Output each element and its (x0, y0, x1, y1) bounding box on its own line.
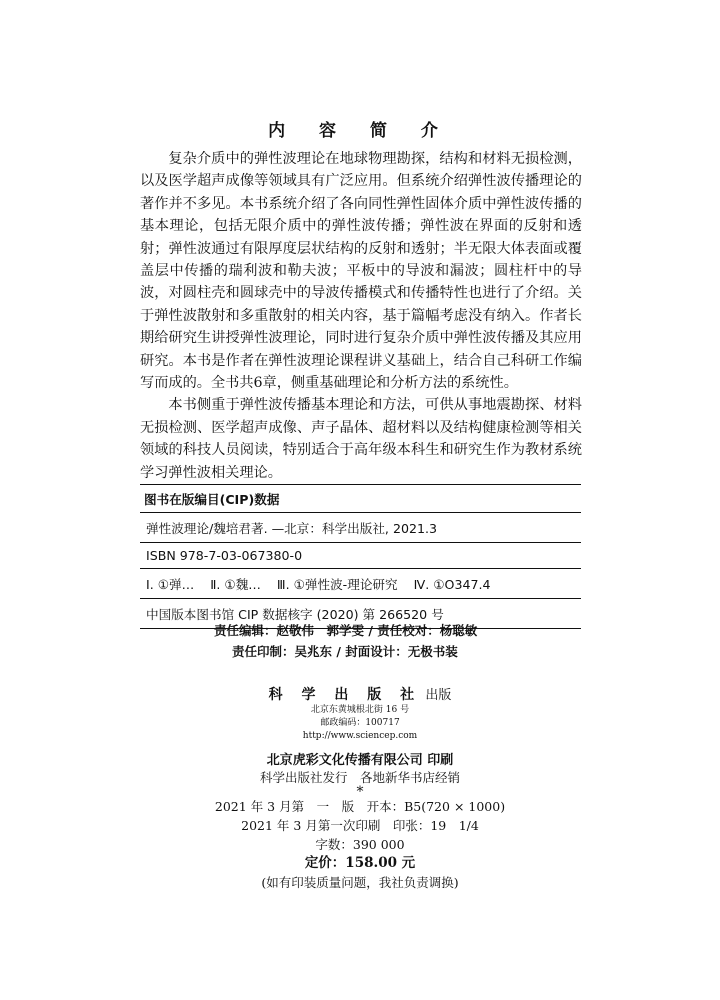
word-count: 字数：390 000 (315, 837, 405, 852)
cip-data-box (140, 484, 581, 629)
editorial-staff (0, 620, 720, 662)
cip-record: 弹性波理论/魏培君著. —北京：科学出版社, 2021.3 (140, 513, 581, 543)
printer-name: 北京虎彩文化传播有限公司 (266, 753, 423, 768)
cip-heading: 图书在版编目(CIP)数据 (140, 485, 581, 513)
edition-info: 2021 年 3 月第 一 版 开本：B5(720 × 1000) (214, 799, 506, 814)
book-summary (140, 148, 582, 484)
cip-csn: 中国版本图书馆 CIP 数据核字 (2020) 第 266520 号 (146, 607, 444, 622)
printer-suffix: 印刷 (427, 753, 454, 768)
page-title: 内 容 简 介 (268, 121, 452, 141)
colophon (0, 684, 720, 892)
publisher-line (0, 684, 720, 704)
summary-paragraph-2: 本书侧重于弹性波传播基本理论和方法，可供从事地震勘探、材料无损检测、医学超声成像、声子晶体、超材料以及结构健康检测等相关领域的科技人员阅读，特别适合于高年级本科生和研究生作为教材系统学习弹性波相关理论。 (140, 397, 582, 481)
cip-isbn: ISBN 978-7-03-067380-0 (140, 543, 581, 569)
summary-paragraph-1: 复杂介质中的弹性波理论在地球物理勘探，结构和材料无损检测，以及医学超声成像等领域具有广泛应用。但系统介绍弹性波传播理论的著作并不多见。本书系统介绍了各向同性弹性固体介质中弹性波传播的基本理论，包括无限介质中的弹性波传播；弹性波在界面的反射和透射；弹性波通过有限厚度层状结构的反射和透射；半无限大体表面或覆盖层中传播的瑞利波和勒夫波；平板中的导波和漏波；圆柱杆中的导波，对圆柱壳和圆球壳中的导波传播模式和传播特性也进行了介绍。关于弹性波散射和多重散射的相关内容，基于篇幅考虑没有纳入。作者长期给研究生讲授弹性波理论，同时进行复杂介质中弹性波传播及其应用研究。本书是作者在弹性波理论课程讲义基础上，结合自己科研工作编写而成的。全书共6章，侧重基础理论和分析方法的系统性。 (140, 151, 582, 392)
publisher-address: 北京东黄城根北街 16 号 (310, 705, 410, 715)
cip-classification (140, 569, 581, 599)
cip-class-3: Ⅲ. ①弹性波-理论研究 (276, 577, 398, 592)
publisher-website: http://www.sciencep.com (302, 731, 418, 741)
quality-notice: (如有印装质量问题，我社负责调换) (261, 875, 459, 890)
cip-class-2: Ⅱ. ①魏… (210, 577, 261, 592)
staff-line-2: 责任印制：吴兆东 / 封面设计：无极书装 (232, 644, 458, 659)
cip-class-4: Ⅳ. ①O347.4 (413, 577, 491, 592)
publisher-suffix: 出版 (425, 688, 452, 703)
distribution: 科学出版社发行 各地新华书店经销 (259, 770, 460, 785)
price: 定价：158.00 元 (304, 855, 416, 871)
cip-class-1: Ⅰ. ①弹… (146, 577, 195, 592)
publisher-postcode: 邮政编码：100717 (320, 718, 400, 728)
staff-line-1: 责任编辑：赵敬伟 郭学雯 / 责任校对：杨聪敏 (214, 623, 478, 638)
asterisk-divider: * (356, 784, 364, 800)
publisher-name: 科 学 出 版 社 (268, 687, 422, 703)
printing-info: 2021 年 3 月第一次印刷 印张：19 1/4 (241, 818, 479, 833)
printer-line (0, 749, 720, 768)
